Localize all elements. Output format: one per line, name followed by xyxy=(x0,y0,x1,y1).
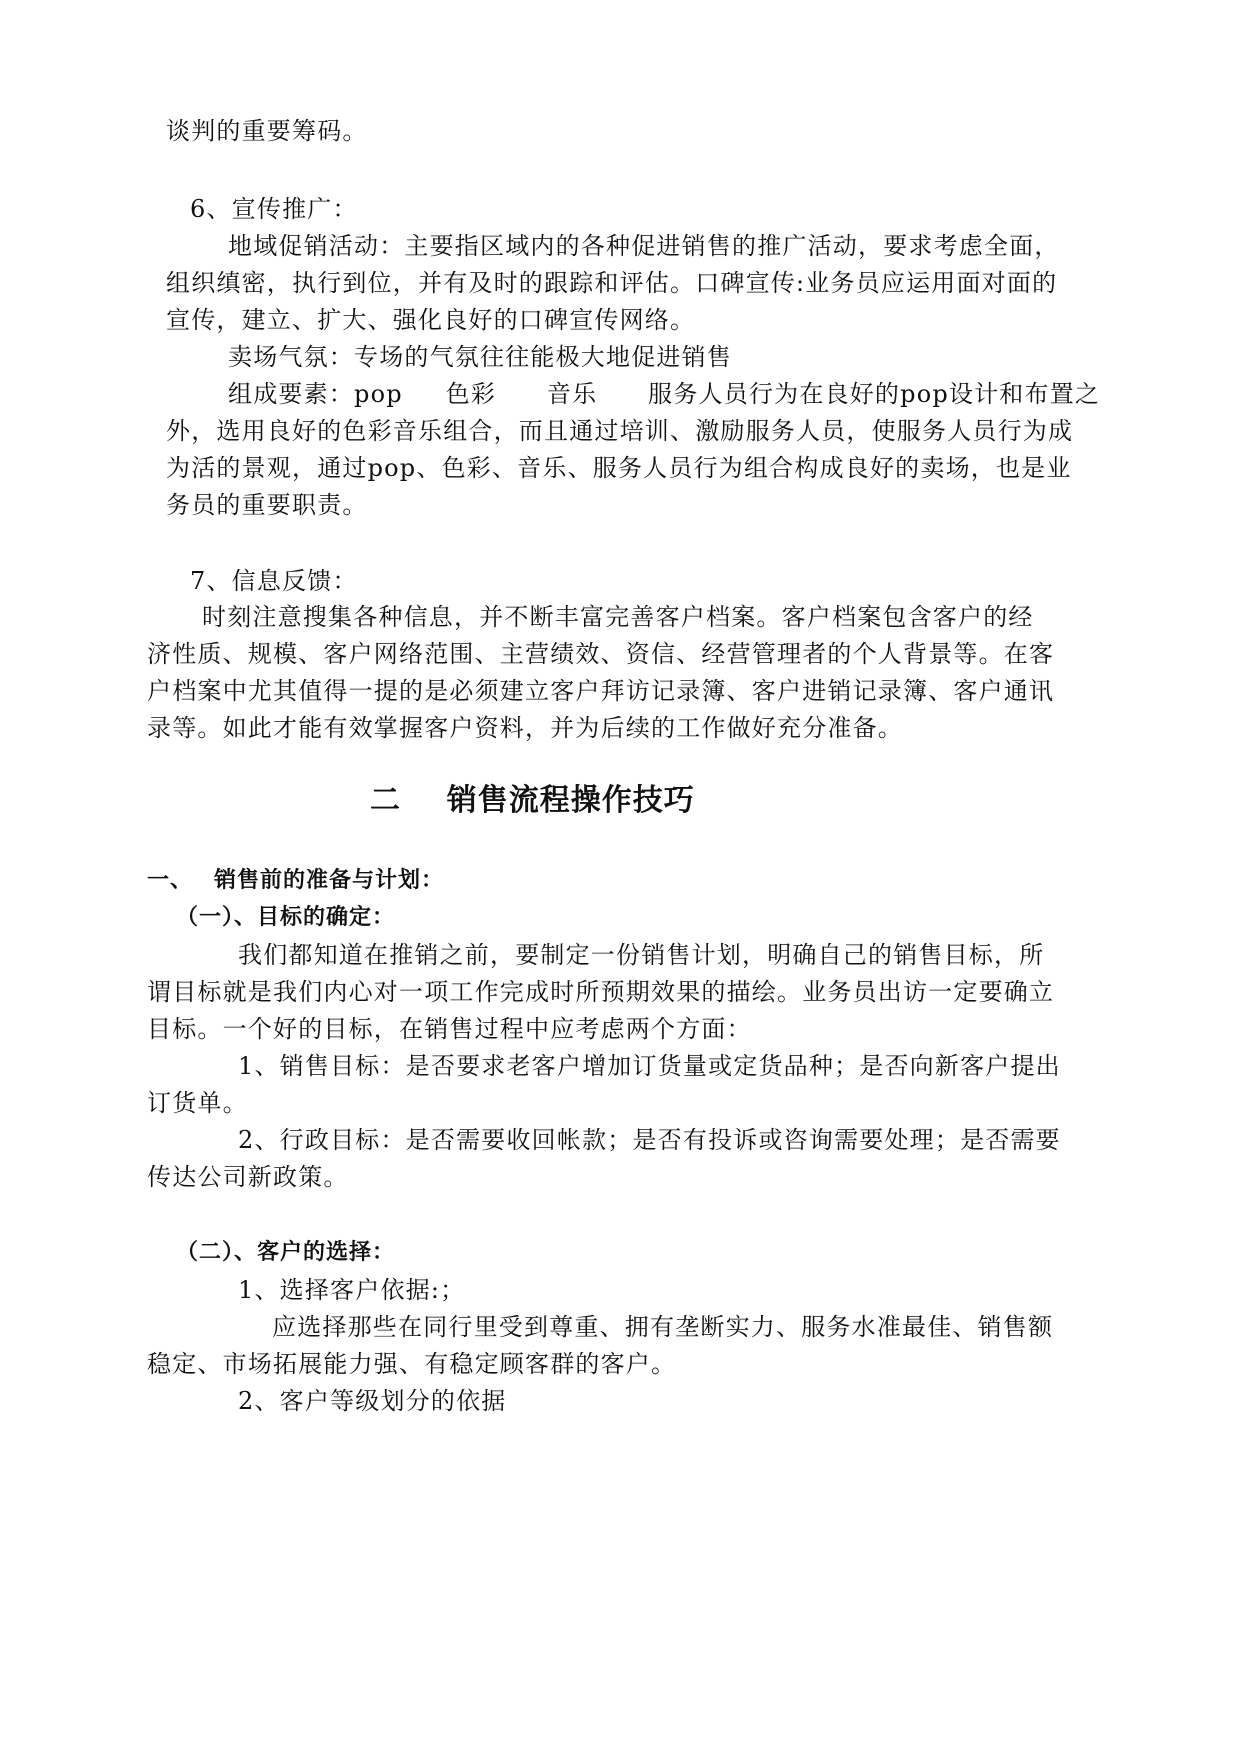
section-heading-6: 6、宣传推广： xyxy=(190,195,358,223)
paragraph-line: 谓目标就是我们内心对一项工作完成时所预期效果的描绘。业务员出访一定要确立 xyxy=(147,978,1055,1006)
paragraph-line: 务员的重要职责。 xyxy=(166,491,368,519)
element-label-music: 音乐 xyxy=(546,380,598,408)
section-title: 销售前的准备与计划： xyxy=(214,868,445,893)
paragraph-line: 稳定、市场拓展能力强、有稳定顾客群的客户。 xyxy=(147,1350,677,1378)
paragraph-line: 传达公司新政策。 xyxy=(147,1163,349,1191)
paragraph-line: 户档案中尤其值得一提的是必须建立客户拜访记录簿、客户进销记录簿、客户通讯 xyxy=(147,677,1055,705)
element-label-pop: 组成要素：pop xyxy=(228,380,403,408)
subsection-title: （二）、客户的选择： xyxy=(176,1240,396,1265)
paragraph-line: 2、行政目标：是否需要收回帐款；是否有投诉或咨询需要处理；是否需要 xyxy=(238,1126,1061,1154)
section-heading-7: 7、信息反馈： xyxy=(190,567,358,595)
subsection-title: （一）、目标的确定： xyxy=(176,905,396,930)
paragraph-line: 时刻注意搜集各种信息，并不断丰富完善客户档案。客户档案包含客户的经 xyxy=(202,603,1034,631)
paragraph-line: 济性质、规模、客户网络范围、主营绩效、资信、经营管理者的个人背景等。在客 xyxy=(147,640,1055,668)
paragraph-line: 谈判的重要筹码。 xyxy=(166,117,368,145)
paragraph-line: 订货单。 xyxy=(147,1089,248,1117)
paragraph-line: 外，选用良好的色彩音乐组合，而且通过培训、激励服务人员，使服务人员行为成 xyxy=(166,417,1074,445)
paragraph-line xyxy=(228,379,1100,409)
paragraph-line: 录等。如此才能有效掌握客户资料，并为后续的工作做好充分准备。 xyxy=(147,714,903,742)
paragraph-line: 1、销售目标：是否要求老客户增加订货量或定货品种；是否向新客户提出 xyxy=(238,1052,1061,1080)
paragraph-line: 目标。一个好的目标，在销售过程中应考虑两个方面： xyxy=(147,1015,752,1043)
chapter-title: 二 销售流程操作技巧 xyxy=(370,783,695,818)
paragraph-line: 我们都知道在推销之前，要制定一份销售计划，明确自己的销售目标，所 xyxy=(238,941,1045,969)
section-number: 一、 xyxy=(147,868,194,893)
paragraph-line: 卖场气氛：专场的气氛往往能极大地促进销售 xyxy=(228,343,732,371)
paragraph-line: 应选择那些在同行里受到尊重、拥有垄断实力、服务水准最佳、销售额 xyxy=(272,1313,1054,1341)
paragraph-line: 组织缜密，执行到位，并有及时的跟踪和评估。口碑宣传:业务员应运用面对面的 xyxy=(166,269,1058,297)
element-label-color: 色彩 xyxy=(445,380,497,408)
paragraph-line: 宣传，建立、扩大、强化良好的口碑宣传网络。 xyxy=(166,306,696,334)
element-label-staff: 服务人员行为在良好的pop设计和布置之 xyxy=(648,380,1101,408)
paragraph-line: 地域促销活动：主要指区域内的各种促进销售的推广活动，要求考虑全面， xyxy=(228,232,1060,260)
paragraph-line: 为活的景观，通过pop、色彩、音乐、服务人员行为组合构成良好的卖场，也是业 xyxy=(166,454,1072,482)
paragraph-line: 2、客户等级划分的依据 xyxy=(238,1387,507,1415)
paragraph-line: 1、选择客户依据:； xyxy=(238,1276,466,1304)
